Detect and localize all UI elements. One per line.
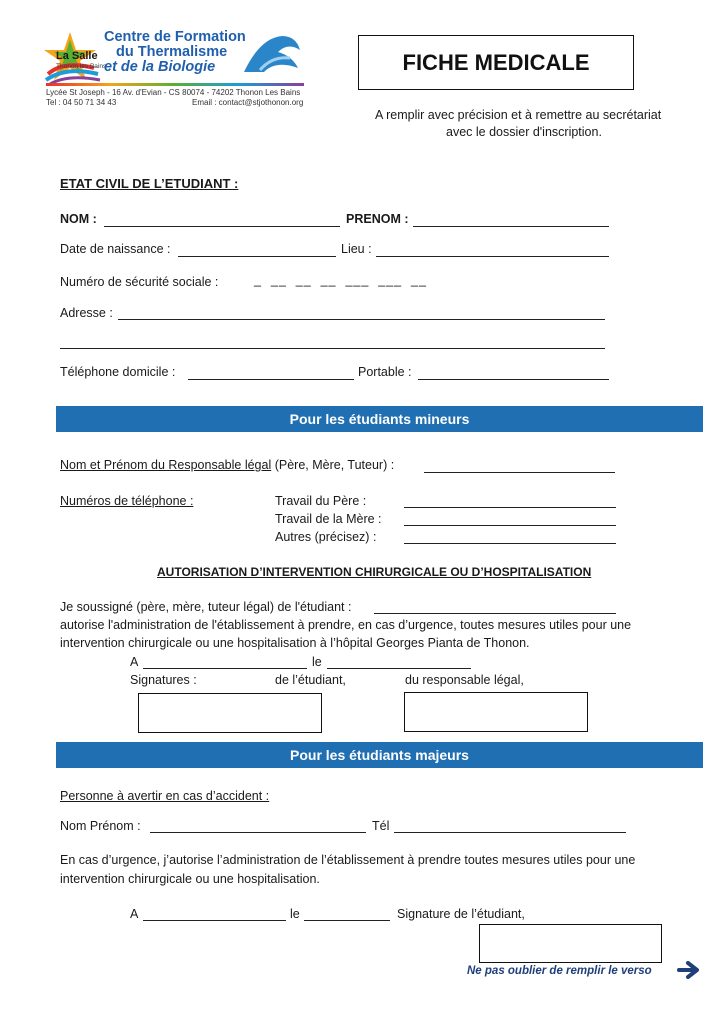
school-name: La Salle — [56, 50, 98, 62]
autres-label: Autres (précisez) : — [275, 530, 377, 544]
portable-field[interactable] — [418, 379, 609, 380]
school-sub: Thonon les Bains — [56, 63, 107, 70]
lieu-label: Lieu : — [341, 242, 372, 256]
soussigne-label: Je soussigné (père, mère, tuteur légal) de l'étudiant : — [60, 600, 352, 614]
numeros-telephone-label: Numéros de téléphone : — [60, 494, 194, 508]
etat-civil-heading: ETAT CIVIL DE L’ETUDIANT : — [60, 176, 239, 191]
majeurs-a-field[interactable] — [143, 920, 286, 921]
signature-etudiant-label: de l’étudiant, — [275, 673, 346, 687]
responsable-legal-field[interactable] — [424, 472, 615, 473]
majeurs-paragraph-1: En cas d’urgence, j’autorise l’administration de l’établissement à prendre toutes mesures utiles pour une — [60, 853, 636, 867]
mineurs-a-label: A — [130, 655, 139, 669]
adresse-label: Adresse : — [60, 306, 113, 320]
secu-field[interactable]: _ __ __ __ ___ ___ __ — [254, 273, 427, 287]
majeurs-a-label: A — [130, 907, 139, 921]
logo-title-3: et de la Biologie — [104, 59, 216, 75]
majeurs-signature-box[interactable] — [479, 924, 662, 963]
mineurs-band: Pour les étudiants mineurs — [56, 406, 703, 432]
prenom-field[interactable] — [413, 226, 609, 227]
autorisation-heading: AUTORISATION D’INTERVENTION CHIRURGICALE OU D’HOSPITALISATION — [157, 565, 592, 579]
nom-label: NOM : — [60, 212, 97, 226]
adresse-field-2[interactable] — [60, 348, 605, 349]
lieu-field[interactable] — [376, 256, 609, 257]
logo-title-2: du Thermalisme — [116, 44, 228, 60]
responsable-legal-suffix: (Père, Mère, Tuteur) : — [271, 458, 395, 472]
page-title-box — [358, 35, 634, 90]
majeurs-signature-label: Signature de l’étudiant, — [397, 907, 525, 921]
travail-pere-field[interactable] — [404, 507, 616, 508]
autorisation-paragraph-2: intervention chirurgicale ou une hospitalisation à l’hôpital Georges Pianta de Thonon. — [60, 636, 530, 650]
instruction-1: A remplir avec précision et à remettre au secrétariat — [375, 108, 662, 122]
responsable-legal-label — [60, 458, 394, 472]
travail-pere-label: Travail du Père : — [275, 494, 367, 508]
autorisation-paragraph-1: autorise l'administration de l'établissement à prendre, en cas d’urgence, toutes mesures utiles pour une — [60, 618, 632, 632]
logo-tel: Tel : 04 50 71 34 43 — [46, 98, 117, 107]
page-title: FICHE MEDICALE — [402, 50, 590, 75]
responsable-legal-text: Nom et Prénom du Responsable légal — [60, 458, 272, 472]
mineurs-le-label: le — [312, 655, 322, 669]
date-naissance-label: Date de naissance : — [60, 242, 171, 256]
tel-label: Tél — [372, 819, 390, 833]
nom-prenom-label: Nom Prénom : — [60, 819, 141, 833]
school-logo — [42, 28, 304, 108]
wave-icon — [240, 28, 304, 78]
secu-label: Numéro de sécurité sociale : — [60, 275, 219, 289]
prenom-label: PRENOM : — [346, 212, 409, 226]
mineurs-a-field[interactable] — [143, 668, 307, 669]
autres-field[interactable] — [404, 543, 616, 544]
majeurs-le-label: le — [290, 907, 300, 921]
logo-rule — [46, 83, 304, 86]
signature-etudiant-box[interactable] — [138, 693, 322, 733]
logo-address: Lycée St Joseph - 16 Av. d'Evian - CS 80074 - 74202 Thonon Les Bains — [46, 88, 301, 97]
personne-avertir-label: Personne à avertir en cas d’accident : — [60, 789, 270, 803]
mineurs-le-field[interactable] — [327, 668, 471, 669]
tel-domicile-label: Téléphone domicile : — [60, 365, 176, 379]
signature-responsable-label: du responsable légal, — [405, 673, 524, 687]
nom-field[interactable] — [104, 226, 340, 227]
date-naissance-field[interactable] — [178, 256, 336, 257]
logo-title-1: Centre de Formation — [104, 29, 246, 45]
nom-prenom-field[interactable] — [150, 832, 366, 833]
majeurs-le-field[interactable] — [304, 920, 390, 921]
majeurs-paragraph-2: intervention chirurgicale ou une hospitalisation. — [60, 872, 320, 886]
travail-mere-field[interactable] — [404, 525, 616, 526]
tel-domicile-field[interactable] — [188, 379, 354, 380]
instruction-2: avec le dossier d'inscription. — [446, 125, 602, 139]
signature-responsable-box[interactable] — [404, 692, 588, 732]
tel-field[interactable] — [394, 832, 626, 833]
arrow-right-icon — [677, 961, 701, 979]
logo-email: Email : contact@stjothonon.org — [192, 98, 304, 107]
adresse-field-1[interactable] — [118, 319, 605, 320]
majeurs-band: Pour les étudiants majeurs — [56, 742, 703, 768]
soussigne-field[interactable] — [374, 613, 616, 614]
travail-mere-label: Travail de la Mère : — [275, 512, 382, 526]
portable-label: Portable : — [358, 365, 412, 379]
verso-reminder: Ne pas oublier de remplir le verso — [467, 965, 652, 977]
signatures-label: Signatures : — [130, 673, 197, 687]
